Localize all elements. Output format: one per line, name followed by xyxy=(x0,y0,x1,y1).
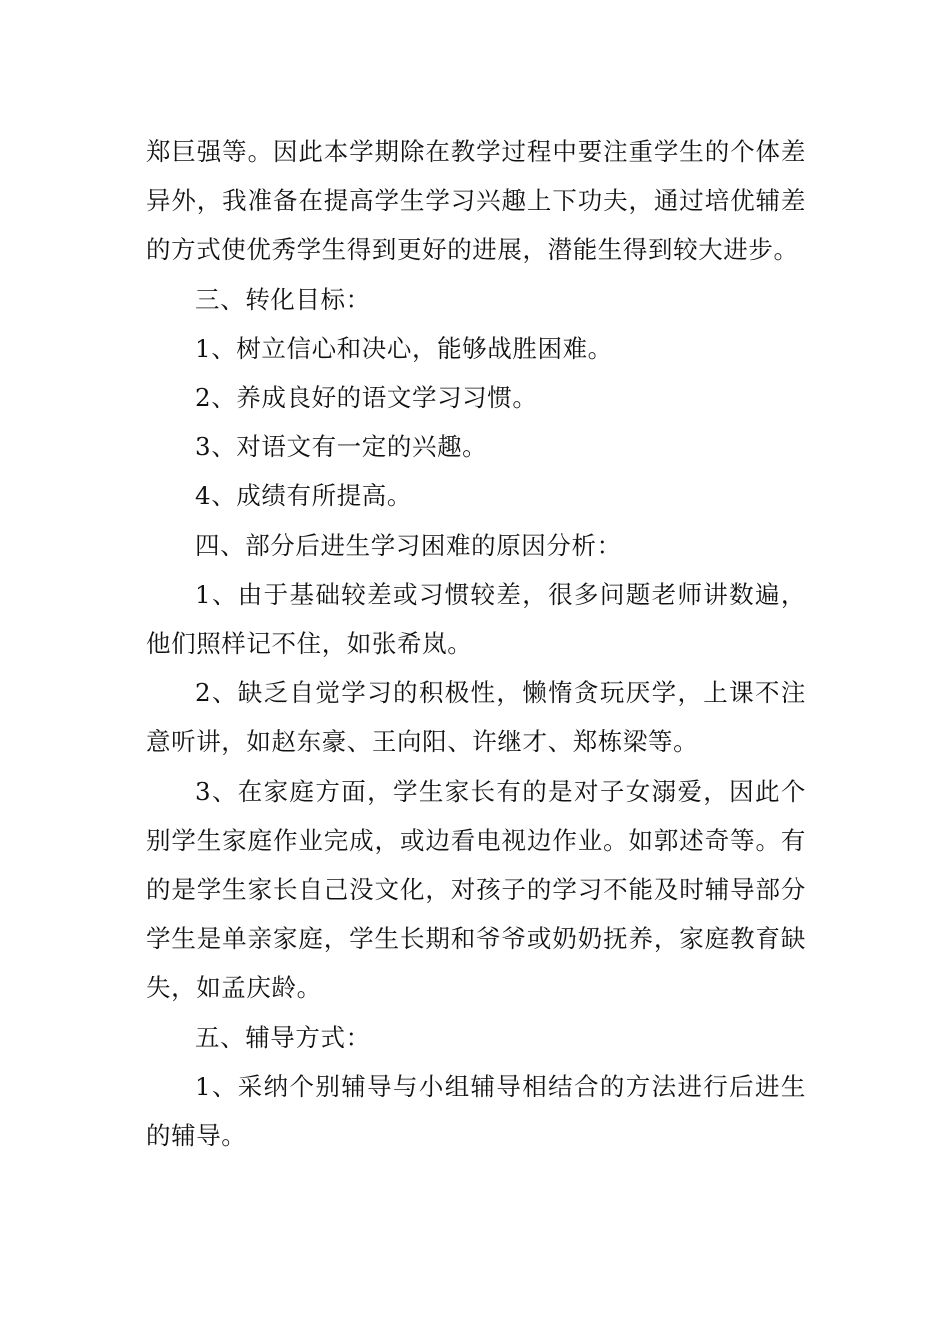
cause-item-1: 1、由于基础较差或习惯较差，很多问题老师讲数遍，他们照样记不住，如张希岚。 xyxy=(146,579,806,659)
heading-transformation-goals: 三、转化目标： xyxy=(195,284,371,314)
cause-item-2: 2、缺乏自觉学习的积极性，懒惰贪玩厌学，上课不注意听讲，如赵东豪、王向阳、许继才、郑栋梁等。 xyxy=(146,678,806,757)
goal-item-3: 3、对语文有一定的兴趣。 xyxy=(195,432,488,462)
heading-tutoring-methods: 五、辅导方式： xyxy=(195,1022,371,1052)
document-body xyxy=(146,127,806,1160)
goal-item-2: 2、养成良好的语文学习习惯。 xyxy=(195,383,538,413)
heading-cause-analysis: 四、部分后进生学习困难的原因分析： xyxy=(195,530,622,560)
method-item-1: 1、采纳个别辅导与小组辅导相结合的方法进行后进生的辅导。 xyxy=(146,1071,806,1151)
cause-item-3: 3、在家庭方面，学生家长有的是对子女溺爱，因此个别学生家庭作业完成，或边看电视边作业。如郭述奇等。有的是学生家长自己没文化，对孩子的学习不能及时辅导部分学生是单亲家庭，学生长期和爷爷或奶奶抚养，家庭教育缺失，如孟庆龄。 xyxy=(146,776,806,1003)
goal-item-4: 4、成绩有所提高。 xyxy=(195,481,412,511)
paragraph-intro-continuation: 郑巨强等。因此本学期除在教学过程中要注重学生的个体差异外，我准备在提高学生学习兴趣上下功夫，通过培优辅差的方式使优秀学生得到更好的进展，潜能生得到较大进步。 xyxy=(146,137,806,265)
goal-item-1: 1、树立信心和决心，能够战胜困难。 xyxy=(195,333,613,363)
